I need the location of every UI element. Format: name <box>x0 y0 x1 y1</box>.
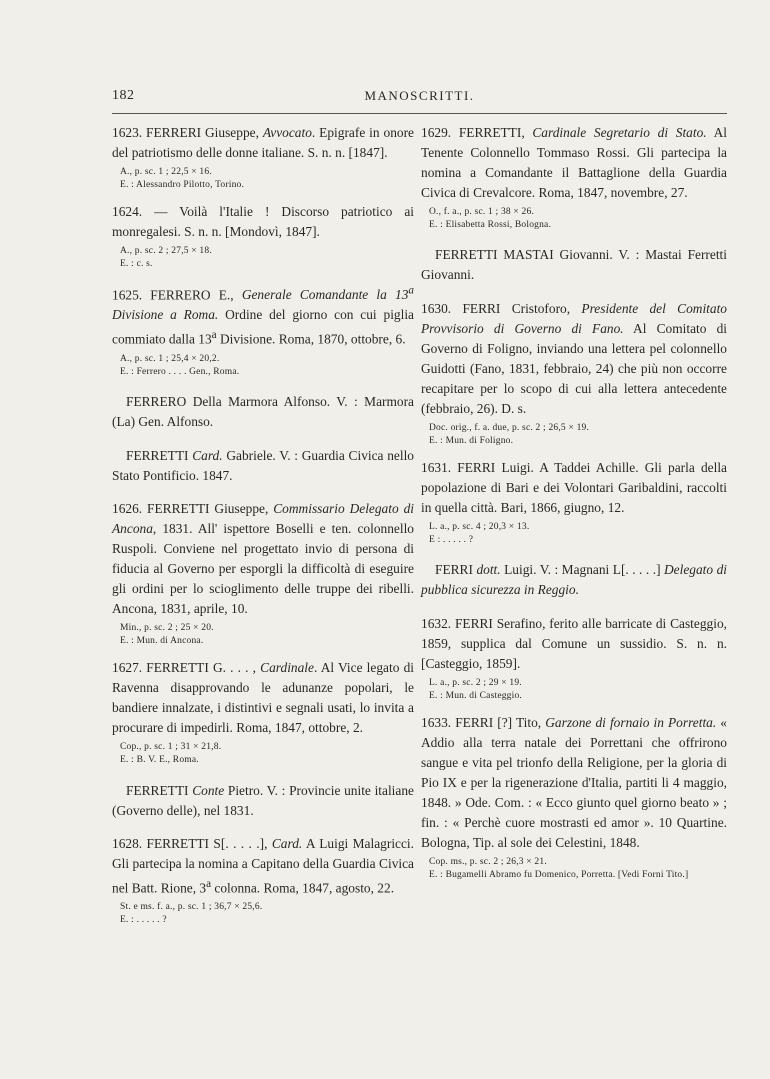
entry-text: 1624. — Voilà l'Italie ! Discorso patriotico ai monregalesi. S. n. n. [Mondovì, 1847]. <box>112 204 414 239</box>
catalog-entry <box>421 614 727 703</box>
owner-note: E. : Mun. di Ancona. <box>120 636 204 647</box>
catalog-entry <box>112 499 414 648</box>
owner-note: E. : Elisabetta Rossi, Bologna. <box>429 220 552 230</box>
catalog-entry <box>112 202 414 271</box>
physical-description: A., p. sc. 1 ; 22,5 × 16. <box>120 167 212 177</box>
owner-note: E. : Bugamelli Abramo fu Domenico, Porretta. [Vedi Forni Tito.] <box>429 869 689 880</box>
left-column <box>112 123 414 937</box>
physical-description: L. a., p. sc. 2 ; 29 × 19. <box>429 677 522 688</box>
cross-reference <box>421 245 727 285</box>
entry-text: 1630. FERRI Cristoforo, Presidente del Comitato Provvisorio di Governo di Fano. Al Comitato di Governo di Foligno, inviando una lettera pel colonnello Guidotti (Fano, 1831, febbraio, 24) che più non occorre recapitare per lo scopo di cui alla lettera antecedente (febbraio, 26). D. s. <box>421 300 728 416</box>
entry-text: FERRI dott. Luigi. V. : Magnani L[. . . . .] Delegato di pubblica sicurezza in Reggio. <box>421 562 727 598</box>
catalog-entry <box>421 123 727 232</box>
entry-text: 1631. FERRI Luigi. A Taddei Achille. Gli parla della popolazione di Bari e dei Volontari Garibaldini, raccolti in quella città. Bari, 1866, giugno, 12. <box>421 459 727 515</box>
entry-text: 1633. FERRI [?] Tito, Garzone di fornaio in Porretta. « Addio alla terra natale dei Porrettani che offrirono sangue e vita pel trionfo della Religione, per la gloria di Pio IX e per la rigenerazione d'Italia, partiti li 4 maggio, 1848. » Ode. Com. : « Ecco giunto quel giorno beato » ; fin. : « Perchè cuore mostrasti ed amor ». 10 Quartine. Bologna, Tip. al sole dei Celestini, 1848. <box>421 714 728 850</box>
catalog-entry <box>112 123 414 192</box>
right-column <box>421 123 727 892</box>
catalog-entry <box>421 458 727 547</box>
entry-text: FERRETTI Card. Gabriele. V. : Guardia Civica nello Stato Pontificio. 1847. <box>112 447 415 483</box>
physical-description: Min., p. sc. 2 ; 25 × 20. <box>120 623 214 634</box>
owner-note: E. : . . . . . ? <box>120 915 167 926</box>
cross-reference <box>112 446 414 486</box>
owner-note: E : . . . . . ? <box>429 534 474 545</box>
owner-note: E. : Mun. di Casteggio. <box>429 690 522 701</box>
page-header <box>112 88 727 110</box>
physical-description: O., f. a., p. sc. 1 ; 38 × 26. <box>429 207 535 217</box>
catalog-entry <box>112 281 414 379</box>
entry-text: 1627. FERRETTI G. . . . , Cardinale. Al Vice legato di Ravenna disapprovando le adunanze popolari, le bandiere innalzate, i distintivi e segnali usati, lo invita a procurare di impedirli. Roma, 1847, ottobre, 2. <box>112 660 414 736</box>
catalog-entry <box>112 658 414 767</box>
entry-text: 1623. FERRERI Giuseppe, Avvocato. Epigrafe in onore del patriotismo delle donne italiane. S. n. n. [1847]. <box>112 125 414 160</box>
catalog-entry <box>112 834 414 927</box>
cross-reference <box>421 560 727 600</box>
physical-description: L. a., p. sc. 4 ; 20,3 × 13. <box>429 521 530 532</box>
owner-note: E. : B. V. E., Roma. <box>120 755 199 766</box>
entry-text: 1632. FERRI Serafino, ferito alle barricate di Casteggio, 1859, supplica dal Comune un sussidio. S. n. n. [Casteggio, 1859]. <box>421 615 727 671</box>
entry-text: FERRETTI MASTAI Giovanni. V. : Mastai Ferretti Giovanni. <box>421 247 727 283</box>
running-title: MANOSCRITTI. <box>364 88 475 103</box>
cross-reference <box>112 392 414 432</box>
page-number: 182 <box>112 88 135 103</box>
cross-reference <box>112 781 414 821</box>
owner-note: E. : Ferrero . . . . Gen., Roma. <box>120 366 240 377</box>
physical-description: St. e ms. f. a., p. sc. 1 ; 36,7 × 25,6. <box>120 902 263 913</box>
physical-description: A., p. sc. 1 ; 25,4 × 20,2. <box>120 353 220 364</box>
entry-text: 1625. FERRERO E., Generale Comandante la 13$^a$ Divisione a Roma. Ordine del giorno con cui piglia commiato dalla 13$^a$ Divisione. Roma, 1870, ottobre, 6. <box>112 285 414 347</box>
header-rule <box>112 113 727 114</box>
owner-note: E. : Alessandro Pilotto, Torino. <box>120 180 245 190</box>
entry-text: 1628. FERRETTI S[. . . . .], Card. A Luigi Malagricci. Gli partecipa la nomina a Capitano della Guardia Civica nel Batt. Rione, 3$^a$ colonna. Roma, 1847, agosto, 22. <box>112 835 414 896</box>
entry-text: 1626. FERRETTI Giuseppe, Commissario Delegato di Ancona, 1831. All' ispettore Boselli e ten. colonnello Ruspoli. Conviene nel progettato invio di persona di fiducia al Governo per esporgli la difficoltà di eseguire gli ordini per lo scioglimento delle truppe dei ribelli. Ancona, 1831, aprile, 10. <box>112 501 414 617</box>
entry-text: FERRETTI Conte Pietro. V. : Provincie unite italiane (Governo delle), nel 1831. <box>112 782 414 818</box>
physical-description: Doc. orig., f. a. due, p. sc. 2 ; 26,5 × 19. <box>429 422 590 433</box>
entry-text: 1629. FERRETTI, Cardinale Segretario di Stato. Al Tenente Colonnello Tommaso Rossi. Gli partecipa la nomina a Comandante il Battaglione della Guardia Civica di Crevalcore. Roma, 1847, novembre, 27. <box>421 125 727 200</box>
catalog-entry <box>421 713 727 882</box>
owner-note: E. : Mun. di Foligno. <box>429 435 514 446</box>
catalog-entry <box>421 299 727 448</box>
physical-description: Cop., p. sc. 1 ; 31 × 21,8. <box>120 742 222 753</box>
physical-description: A., p. sc. 2 ; 27,5 × 18. <box>120 246 212 256</box>
physical-description: Cop. ms., p. sc. 2 ; 26,3 × 21. <box>429 856 547 867</box>
owner-note: E. : c. s. <box>120 259 153 269</box>
entry-text: FERRERO Della Marmora Alfonso. V. : Marmora (La) Gen. Alfonso. <box>112 394 414 430</box>
